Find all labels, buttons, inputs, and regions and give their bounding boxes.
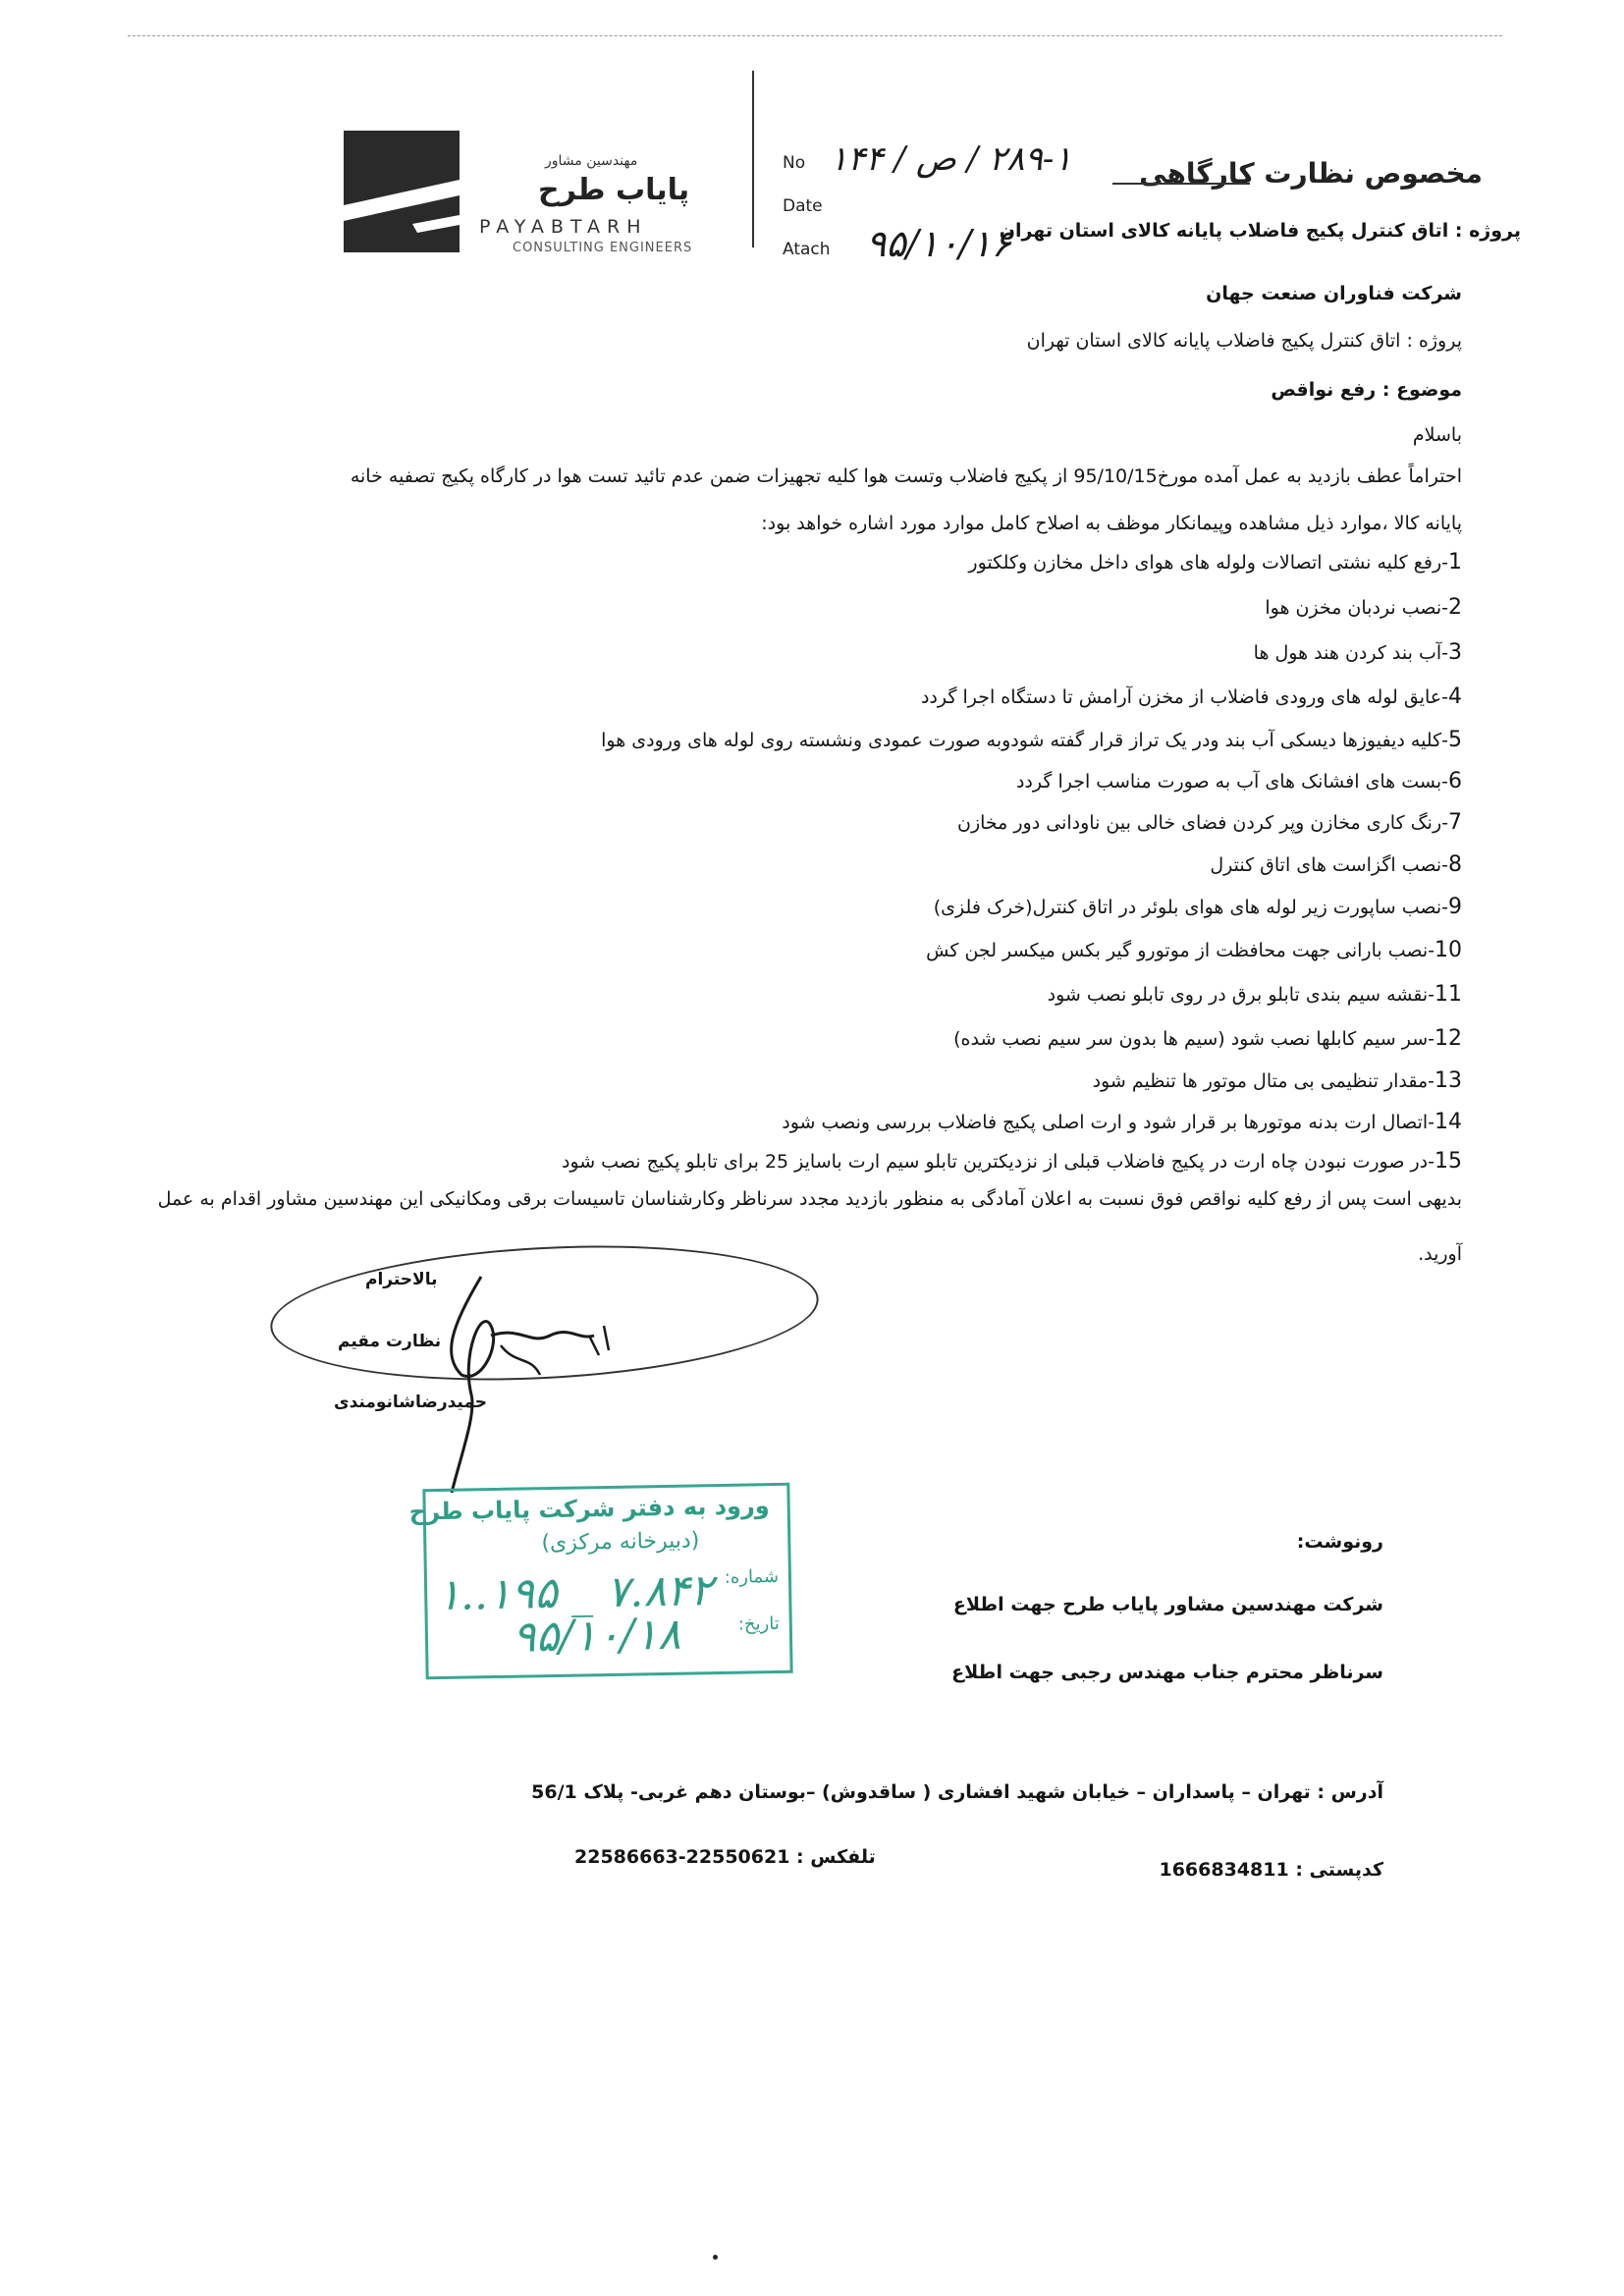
telfax: تلفکس : 22550621-22586663 xyxy=(574,1846,876,1868)
cc-line-2: سرناظر محترم جناب مهندس رجبی جهت اطلاع xyxy=(951,1662,1383,1683)
subject: موضوع : رفع نواقص xyxy=(1271,379,1462,401)
cc-line-1: شرکت مهندسین مشاور پایاب طرح جهت اطلاع xyxy=(952,1594,1383,1615)
header-project: پروژه : اتاق کنترل پکیج فاضلاب پایانه کالای استان تهران xyxy=(999,220,1521,242)
list-item: 11-نقشه سیم بندی تابلو برق در روی تابلو نصب شود xyxy=(1047,982,1462,1007)
header-divider xyxy=(752,71,754,247)
list-item: 2-نصب نردبان مخزن هوا xyxy=(1265,595,1462,620)
date-label: Date xyxy=(783,196,823,216)
postal-code: کدپستی : 1666834811 xyxy=(1159,1859,1383,1881)
list-item: 6-بست های افشانک های آب به صورت مناسب اجرا گردد xyxy=(1015,769,1462,793)
no-label: No xyxy=(783,153,806,173)
signer-role: نظارت مقیم xyxy=(338,1332,442,1351)
closing-line-1: بدیهی است پس از رفع کلیه نواقص فوق نسبت به اعلان آمادگی به منظور بازدید مجدد سرناظر وکارشناسان تاسیسات برقی ومکانیکی این مهندسین مشاور اقدام به عمل xyxy=(157,1188,1462,1210)
logo-en-subtitle: CONSULTING ENGINEERS xyxy=(513,241,693,255)
list-item: 7-رنگ کاری مخازن وپر کردن فضای خالی بین ناودانی دور مخازن xyxy=(956,810,1462,835)
page-dot xyxy=(713,2255,718,2260)
stamp-number-value: ۱..۱۹۵ _ ۷.۸۴۲ xyxy=(436,1565,714,1621)
intro-line-1: احتراماً عطف بازدید به عمل آمده مورخ95/10/15 از پکیج فاضلاب وتست هوا کلیه تجهیزات ضمن عدم تائید تست هوا در کارگاه پکیج تصفیه خانه xyxy=(350,465,1462,487)
list-item: 1-رفع کلیه نشتی اتصالات ولوله های هوای داخل مخازن وکلکتور xyxy=(968,550,1462,574)
logo-fa-name: پایاب طرح xyxy=(538,173,690,207)
letter-date: ۹۵/۱۰/۱۶ xyxy=(866,222,1012,265)
stamp-date-value: ۹۵/۱۰/۱۸ xyxy=(512,1609,681,1663)
signer-name: حمیدرضاشانومندی xyxy=(334,1393,488,1412)
list-item: 8-نصب اگزاست های اتاق کنترل xyxy=(1210,852,1462,877)
top-dashed-rule xyxy=(128,35,1502,36)
list-item: 15-در صورت نبودن چاه ارت در پکیج فاضلاب قبلی از نزدیکترین تابلو سیم ارت باسایز 25 برای تابلو پکیج نصب شود xyxy=(561,1149,1462,1174)
attach-label: Atach xyxy=(783,240,831,259)
footer-address: آدرس : تهران – پاسداران – خیابان شهید افشاری ( ساقدوش) –بوستان دهم غربی- پلاک 56/1 xyxy=(531,1781,1383,1803)
list-item: 5-کلیه دیفیوزها دیسکی آب بند ودر یک تراز قرار گفته شودوبه صورت عمودی ونشسته روی لوله های ورودی هوا xyxy=(601,728,1462,752)
recipient: شرکت فناوران صنعت جهان xyxy=(1206,283,1462,304)
logo-fa-subtitle: مهندسین مشاور xyxy=(545,153,638,169)
list-item: 10-نصب بارانی جهت محافظت از موتورو گیر بکس میکسر لجن کش xyxy=(926,938,1462,962)
list-item: 3-آب بند کردن هند هول ها xyxy=(1253,640,1462,665)
intro-line-2: پایانه کالا ،موارد ذیل مشاهده وپیمانکار موظف به اصلاح کامل موارد مورد اشاره خواهد بود: xyxy=(761,513,1462,534)
greeting: باسلام xyxy=(1412,424,1462,446)
list-item: 14-اتصال ارت بدنه موتورها بر قرار شود و ارت اصلی پکیج فاضلاب بررسی ونصب شود xyxy=(782,1110,1462,1134)
letter-project: پروژه : اتاق کنترل پکیج فاضلاب پایانه کالای استان تهران xyxy=(1026,330,1462,352)
regards: بالاحترام xyxy=(365,1270,438,1289)
supervision-title: مخصوص نظارت کارگاهی xyxy=(1139,157,1483,190)
list-item: 4-عایق لوله های ورودی فاضلاب از مخزن آرامش تا دستگاه اجرا گردد xyxy=(920,684,1462,709)
title-underline xyxy=(1112,183,1250,185)
stamp-number-label: شماره: xyxy=(724,1565,780,1588)
stamp-line-2: (دبیرخانه مرکزی) xyxy=(541,1528,700,1557)
list-item: 12-سر سیم کابلها نصب شود (سیم ها بدون سر سیم نصب شده) xyxy=(953,1026,1462,1051)
registry-stamp xyxy=(408,1483,792,1679)
logo-en-name: PAYABTARH xyxy=(479,216,648,238)
stamp-date-label: تاریخ: xyxy=(737,1613,780,1635)
handwritten-signature xyxy=(422,1267,668,1503)
stamp-line-1: ورود به دفتر شرکت پایاب طرح xyxy=(408,1492,770,1526)
closing-line-2: آورید. xyxy=(1418,1243,1462,1265)
payabtarh-logo-mark xyxy=(344,131,460,252)
list-item: 9-نصب ساپورت زیر لوله های هوای بلوئر در اتاق کنترل(خرک فلزی) xyxy=(933,895,1462,919)
list-item: 13-مقدار تنظیمی بی متال موتور ها تنظیم شود xyxy=(1092,1068,1462,1093)
cc-title: رونوشت: xyxy=(1296,1531,1383,1553)
logo-emblem-icon xyxy=(344,131,460,252)
letter-number: ۲۸۹-۱ / ص / ۱۴۴ xyxy=(830,139,1072,179)
